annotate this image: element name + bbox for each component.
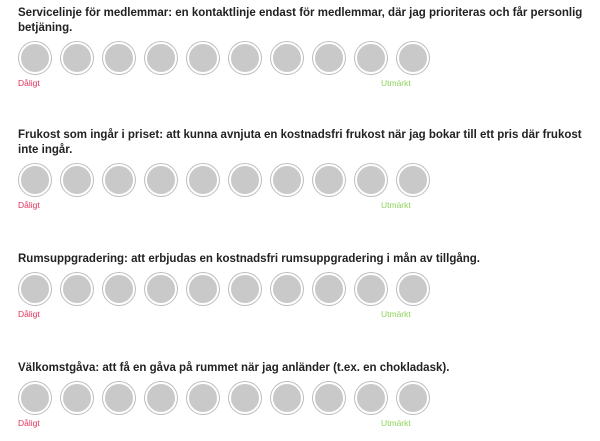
scale-anchors (18, 418, 588, 430)
rating-option-5[interactable] (187, 273, 219, 305)
question-label: Frukost som ingår i priset: att kunna avnjuta en kostnadsfri frukost när jag bokar till ett pris där frukost inte ingår. (18, 129, 582, 156)
rating-option-1[interactable] (19, 164, 51, 196)
rating-option-3[interactable] (103, 273, 135, 305)
high-anchor-label: Utmärkt (381, 78, 411, 88)
rating-option-9[interactable] (355, 273, 387, 305)
rating-option-10[interactable] (397, 164, 429, 196)
rating-option-8[interactable] (313, 42, 345, 74)
rating-option-2[interactable] (61, 42, 93, 74)
rating-scale (18, 381, 588, 415)
rating-option-5[interactable] (187, 164, 219, 196)
question-member-service-line (18, 6, 588, 90)
rating-option-2[interactable] (61, 273, 93, 305)
rating-option-6[interactable] (229, 273, 261, 305)
low-anchor-label: Dåligt (18, 200, 40, 210)
rating-option-6[interactable] (229, 164, 261, 196)
rating-option-10[interactable] (397, 382, 429, 414)
rating-option-1[interactable] (19, 382, 51, 414)
rating-scale (18, 41, 588, 75)
rating-option-4[interactable] (145, 382, 177, 414)
rating-option-10[interactable] (397, 42, 429, 74)
rating-option-6[interactable] (229, 42, 261, 74)
rating-option-7[interactable] (271, 382, 303, 414)
rating-option-3[interactable] (103, 382, 135, 414)
question-room-upgrade (18, 252, 588, 321)
rating-option-7[interactable] (271, 42, 303, 74)
rating-option-4[interactable] (145, 164, 177, 196)
rating-option-2[interactable] (61, 382, 93, 414)
rating-option-9[interactable] (355, 164, 387, 196)
high-anchor-label: Utmärkt (381, 309, 411, 319)
question-included-breakfast (18, 128, 588, 212)
rating-option-8[interactable] (313, 164, 345, 196)
question-label: Välkomstgåva: att få en gåva på rummet när jag anländer (t.ex. en chokladask). (18, 362, 450, 374)
high-anchor-label: Utmärkt (381, 200, 411, 210)
rating-option-6[interactable] (229, 382, 261, 414)
scale-anchors (18, 200, 588, 212)
rating-option-2[interactable] (61, 164, 93, 196)
rating-option-10[interactable] (397, 273, 429, 305)
rating-option-4[interactable] (145, 273, 177, 305)
rating-option-5[interactable] (187, 42, 219, 74)
high-anchor-label: Utmärkt (381, 418, 411, 428)
rating-option-8[interactable] (313, 273, 345, 305)
question-welcome-gift (18, 361, 588, 430)
rating-option-8[interactable] (313, 382, 345, 414)
rating-option-1[interactable] (19, 42, 51, 74)
question-label: Servicelinje för medlemmar: en kontaktlinje endast för medlemmar, där jag prioriteras och får personlig betjäning. (18, 7, 583, 34)
rating-option-7[interactable] (271, 164, 303, 196)
low-anchor-label: Dåligt (18, 78, 40, 88)
rating-option-9[interactable] (355, 382, 387, 414)
rating-option-9[interactable] (355, 42, 387, 74)
low-anchor-label: Dåligt (18, 418, 40, 428)
low-anchor-label: Dåligt (18, 309, 40, 319)
rating-option-3[interactable] (103, 42, 135, 74)
scale-anchors (18, 309, 588, 321)
scale-anchors (18, 78, 588, 90)
rating-option-7[interactable] (271, 273, 303, 305)
rating-option-5[interactable] (187, 382, 219, 414)
rating-option-1[interactable] (19, 273, 51, 305)
rating-scale (18, 272, 588, 306)
question-label: Rumsuppgradering: att erbjudas en kostnadsfri rumsuppgradering i mån av tillgång. (18, 253, 480, 265)
rating-scale (18, 163, 588, 197)
rating-option-3[interactable] (103, 164, 135, 196)
rating-option-4[interactable] (145, 42, 177, 74)
